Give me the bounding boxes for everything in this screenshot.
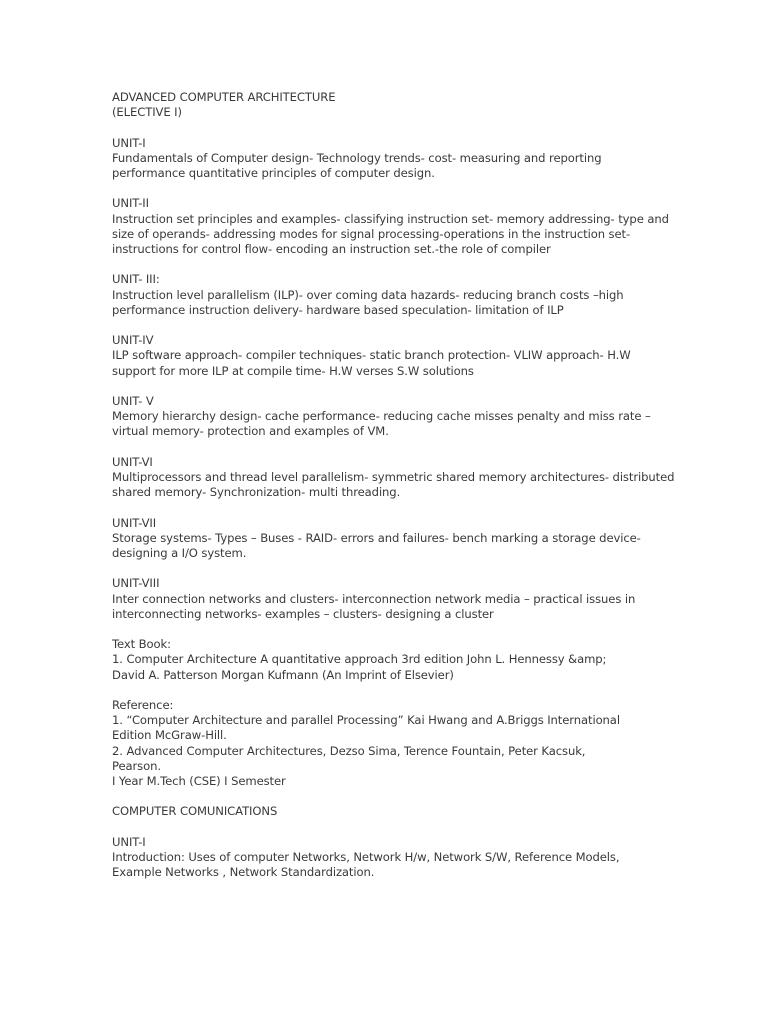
unit-text-line: performance instruction delivery- hardware based speculation- limitation of ILP xyxy=(112,302,564,317)
unit-text-line: designing a I/O system. xyxy=(112,545,247,560)
unit-text-line: virtual memory- protection and examples of VM. xyxy=(112,424,389,439)
section-heading: Reference: xyxy=(112,697,174,712)
unit-text-line: Multiprocessors and thread level parallelism- symmetric shared memory architectures- distributed xyxy=(112,469,675,484)
unit-text-line: ILP software approach- compiler techniques- static branch protection- VLIW approach- H.W xyxy=(112,348,631,363)
reference-line: Pearson. xyxy=(112,758,161,773)
reference-section xyxy=(112,698,672,789)
text-book-section xyxy=(112,637,672,683)
unit-8-section xyxy=(112,576,672,622)
unit-heading: UNIT- III: xyxy=(112,272,160,287)
unit-4-section xyxy=(112,333,672,379)
unit-text-line: Fundamentals of Computer design- Technology trends- cost- measuring and reporting xyxy=(112,150,602,165)
second-course-unit-1-section xyxy=(112,835,672,881)
unit-1-section xyxy=(112,136,672,182)
section-heading: Text Book: xyxy=(112,637,171,652)
unit-heading: UNIT-VII xyxy=(112,515,157,530)
unit-text-line: Inter connection networks and clusters- interconnection network media – practical issues in xyxy=(112,591,636,606)
unit-text-line: Instruction set principles and examples- classifying instruction set- memory addressing- type and xyxy=(112,211,669,226)
unit-text-line: shared memory- Synchronization- multi threading. xyxy=(112,485,401,500)
unit-5-section xyxy=(112,394,672,440)
unit-heading: UNIT-IV xyxy=(112,333,154,348)
unit-heading: UNIT-I xyxy=(112,135,146,150)
unit-text-line: performance quantitative principles of computer design. xyxy=(112,166,435,180)
text-book-line: 1. Computer Architecture A quantitative approach 3rd edition John L. Hennessy &amp; xyxy=(112,652,607,667)
second-course-heading xyxy=(112,804,672,819)
unit-heading: UNIT-VIII xyxy=(112,576,160,591)
unit-text-line: interconnecting networks- examples – clusters- designing a cluster xyxy=(112,606,494,621)
unit-heading: UNIT-II xyxy=(112,196,149,211)
unit-text-line: Introduction: Uses of computer Networks, Network H/w, Network S/W, Reference Models, xyxy=(112,849,620,864)
reference-line: Edition McGraw-Hill. xyxy=(112,728,227,743)
unit-heading: UNIT-VI xyxy=(112,454,153,469)
unit-text-line: instructions for control flow- encoding an instruction set.-the role of compiler xyxy=(112,242,551,256)
unit-text-line: Memory hierarchy design- cache performance- reducing cache misses penalty and miss rate – xyxy=(112,409,651,424)
course-title: ADVANCED COMPUTER ARCHITECTURE xyxy=(112,90,336,104)
reference-line: 1. “Computer Architecture and parallel Processing” Kai Hwang and A.Briggs International xyxy=(112,713,620,728)
unit-text-line: Storage systems- Types – Buses - RAID- errors and failures- bench marking a storage device- xyxy=(112,530,641,545)
reference-line: 2. Advanced Computer Architectures, Dezso Sima, Terence Fountain, Peter Kacsuk, xyxy=(112,743,586,758)
unit-3-section xyxy=(112,272,672,318)
unit-text-line: Instruction level parallelism (ILP)- over coming data hazards- reducing branch costs –high xyxy=(112,287,624,302)
semester-line: I Year M.Tech (CSE) I Semester xyxy=(112,773,286,788)
unit-7-section xyxy=(112,516,672,562)
unit-text-line: support for more ILP at compile time- H.W verses S.W solutions xyxy=(112,363,474,378)
document-body xyxy=(112,90,675,896)
unit-heading: UNIT- V xyxy=(112,393,154,408)
unit-heading: UNIT-I xyxy=(112,834,146,849)
unit-text-line: size of operands- addressing modes for signal processing-operations in the instruction set- xyxy=(112,226,631,241)
unit-text-line: Example Networks , Network Standardization. xyxy=(112,865,375,880)
unit-2-section xyxy=(112,196,672,257)
course-heading xyxy=(112,90,672,120)
course-elective: (ELECTIVE I) xyxy=(112,105,182,120)
unit-6-section xyxy=(112,454,675,501)
text-book-line: David A. Patterson Morgan Kufmann (An Imprint of Elsevier) xyxy=(112,667,454,682)
course-title: COMPUTER COMUNICATIONS xyxy=(112,804,278,819)
